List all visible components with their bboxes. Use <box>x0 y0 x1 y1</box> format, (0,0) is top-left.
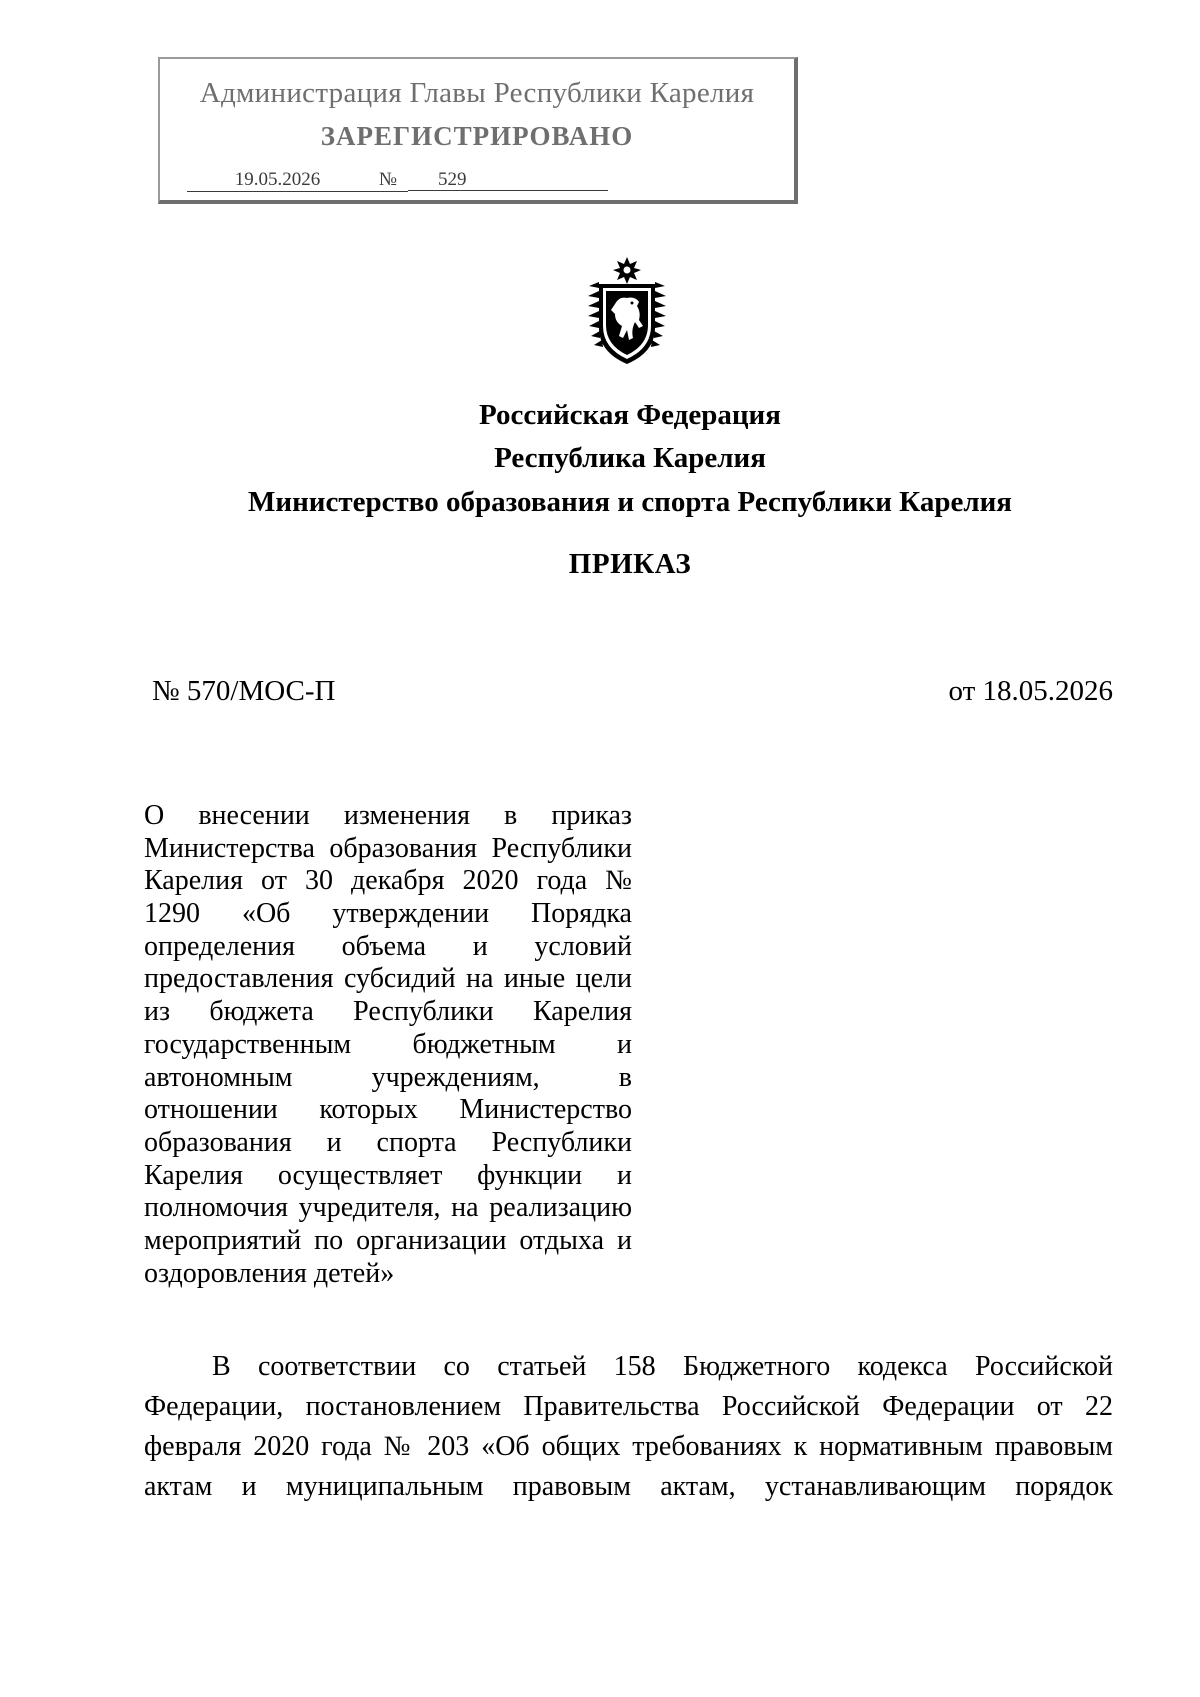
stamp-organization: Администрация Главы Республики Карелия <box>199 77 755 109</box>
body-line: Федерации, постановлением Правительства Российской Федерации от 22 <box>144 1391 1113 1422</box>
subject-line: мероприятий по организации отдыха и <box>144 1224 632 1256</box>
stamp-status: ЗАРЕГИСТРИРОВАНО <box>320 121 634 151</box>
subject-line: из бюджета Республики Карелия <box>144 996 632 1028</box>
stamp-date: 19.05.2026 <box>187 169 368 192</box>
body-line: актам и муниципальным правовым актам, устанавливающим порядок <box>144 1471 1113 1502</box>
stamp-number: 529 <box>408 169 608 191</box>
order-subject <box>144 800 632 1290</box>
body-line: февраля 2020 года № 203 «Об общих требованиях к нормативным правовым <box>144 1431 1113 1462</box>
body-line: В соответствии со статьей 158 Бюджетного кодекса Российской <box>212 1351 1113 1382</box>
subject-line: государственным бюджетным и <box>144 1028 632 1060</box>
subject-line: автономным учреждениям, в <box>144 1061 632 1093</box>
document-type: ПРИКАЗ <box>568 548 692 580</box>
subject-line: О внесении изменения в приказ <box>144 800 632 831</box>
stamp-number-sign: № <box>368 169 408 192</box>
registration-stamp <box>158 57 798 204</box>
header-ministry: Министерство образования и спорта Республики Карелия <box>248 486 1012 518</box>
subject-line: Карелия от 30 декабря 2020 года № <box>144 865 632 897</box>
karelia-coat-of-arms-icon <box>585 256 669 368</box>
subject-line: 1290 «Об утверждении Порядка <box>144 898 632 930</box>
subject-line: отношении которых Министерство <box>144 1094 632 1126</box>
subject-line: предоставления субсидий на иные цели <box>144 963 632 995</box>
subject-line: образования и спорта Республики <box>144 1126 632 1158</box>
subject-line: определения объема и условий <box>144 930 632 962</box>
header-republic: Республика Карелия <box>494 442 766 474</box>
subject-line: полномочия учредителя, на реализацию <box>144 1192 632 1224</box>
subject-line: Карелия осуществляет функции и <box>144 1159 632 1191</box>
order-date: от 18.05.2026 <box>948 675 1113 707</box>
header-country: Российская Федерация <box>479 399 781 431</box>
subject-line: оздоровления детей» <box>144 1257 395 1289</box>
subject-line: Министерства образования Республики <box>144 832 632 864</box>
body-paragraph <box>144 1347 1113 1507</box>
order-number: № 570/МОС-П <box>152 675 336 707</box>
